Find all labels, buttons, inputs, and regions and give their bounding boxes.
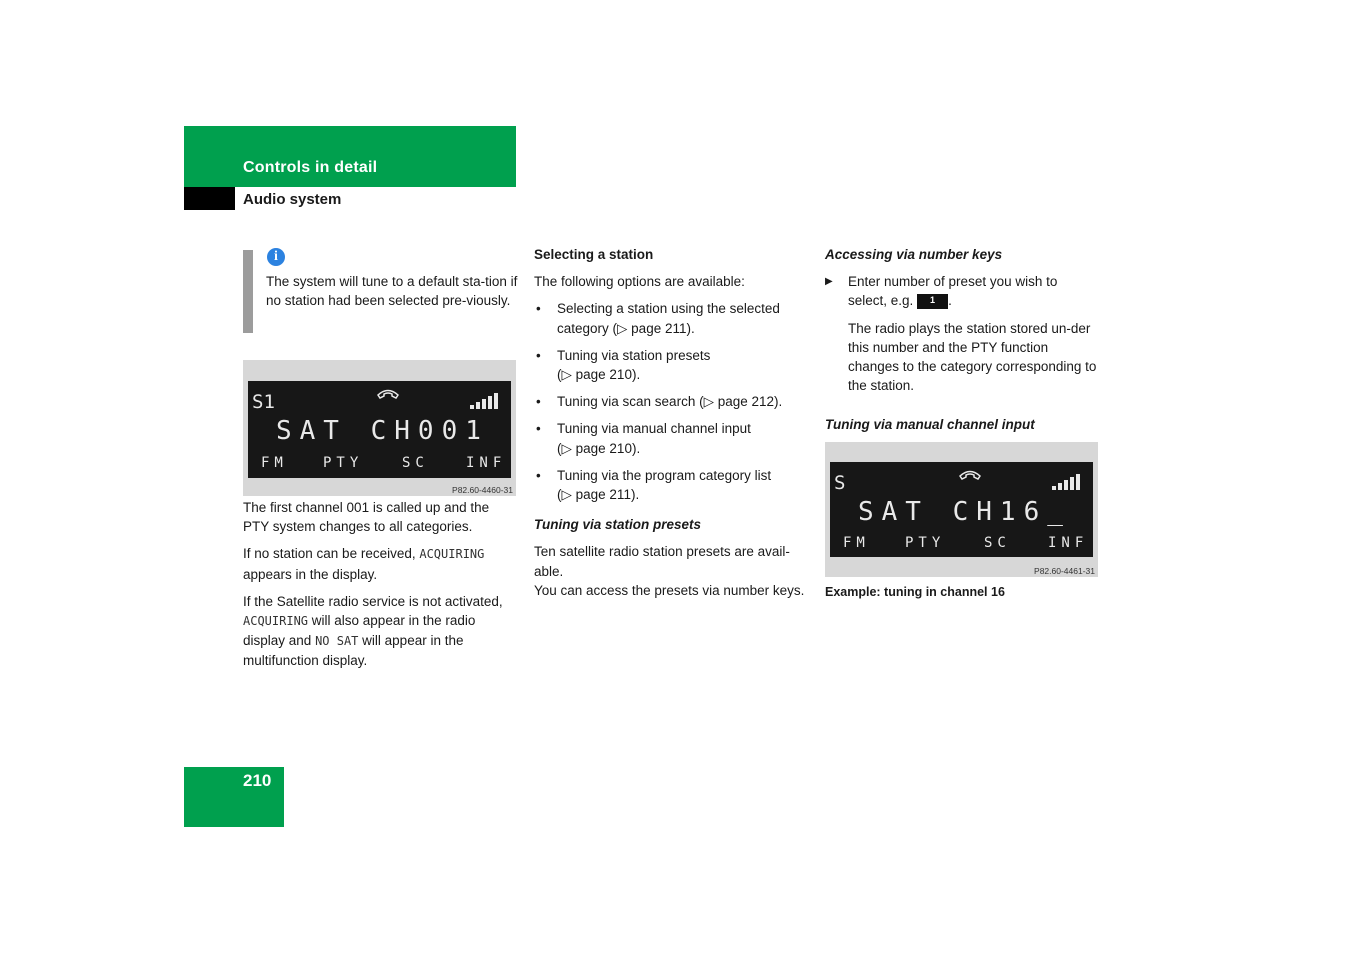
triangle-icon: ▷ bbox=[617, 320, 632, 336]
paragraph bbox=[243, 544, 518, 583]
section-title: Controls in detail bbox=[243, 159, 378, 176]
lcd-screen bbox=[248, 381, 511, 478]
list-item: • Tuning via the program category list (▷ page 211). bbox=[534, 466, 809, 504]
softkey-fm: FM bbox=[261, 455, 288, 471]
list-item: • Tuning via manual channel input (▷ page 210). bbox=[534, 419, 809, 457]
display-text-acquiring: ACQUIRING bbox=[419, 547, 485, 562]
heading-manual-input: Tuning via manual channel input bbox=[825, 417, 1035, 433]
note-bar bbox=[243, 250, 253, 333]
note-text: The system will tune to a default sta-tion if no station had been selected pre-viously. bbox=[266, 274, 518, 309]
column-1-text bbox=[243, 498, 518, 671]
softkey-pty: PTY bbox=[905, 535, 946, 551]
instruction-step bbox=[825, 272, 1100, 310]
text: . bbox=[948, 293, 952, 309]
lcd-main-line: SAT CH001 bbox=[276, 416, 489, 446]
page-reference: page 211). bbox=[631, 320, 695, 336]
softkey-inf: INF bbox=[1048, 535, 1089, 551]
softkey-pty: PTY bbox=[323, 455, 364, 471]
paragraph bbox=[243, 592, 518, 671]
text: will appear in the multifunction display. bbox=[243, 633, 464, 669]
text: will also appear in the radio display and bbox=[243, 613, 476, 649]
header-band bbox=[184, 126, 516, 187]
triangle-icon: ▷ bbox=[703, 394, 718, 410]
arrow-bullet-icon: ▶ bbox=[825, 276, 833, 288]
text: Tuning via station presets bbox=[557, 347, 711, 363]
page-reference: page 211). bbox=[575, 487, 640, 503]
heading-number-keys: Accessing via number keys bbox=[825, 247, 1003, 262]
options-list bbox=[534, 299, 809, 504]
page-reference: page 210). bbox=[575, 367, 641, 383]
lcd-top-line: S bbox=[834, 472, 846, 494]
display-text-acquiring: ACQUIRING bbox=[243, 614, 309, 629]
softkey-fm: FM bbox=[843, 535, 870, 551]
image-reference: P82.60-4460-31 bbox=[452, 485, 513, 495]
info-note bbox=[243, 250, 516, 333]
list-item: • Tuning via station presets (▷ page 210). bbox=[534, 346, 809, 384]
image-caption: Example: tuning in channel 16 bbox=[825, 585, 1005, 599]
signal-strength-icon bbox=[470, 393, 498, 409]
triangle-icon: ▷ bbox=[561, 440, 576, 456]
text: Tuning via manual channel input bbox=[557, 421, 751, 437]
radio-display-image-2 bbox=[825, 442, 1098, 577]
column-2-text bbox=[534, 245, 809, 600]
lcd-main-line: SAT CH16_ bbox=[858, 497, 1071, 527]
heading-selecting-station: Selecting a station bbox=[534, 247, 654, 262]
phone-icon bbox=[957, 467, 983, 483]
triangle-icon: ▷ bbox=[561, 367, 576, 383]
text: Tuning via the program category list bbox=[557, 467, 772, 483]
paragraph: The first channel 001 is called up and the PTY system changes to all categories. bbox=[243, 500, 490, 535]
softkey-sc: SC bbox=[402, 455, 429, 471]
heading-station-presets: Tuning via station presets bbox=[534, 517, 702, 533]
softkey-sc: SC bbox=[984, 535, 1011, 551]
header-marker bbox=[184, 187, 235, 210]
subsection-title: Audio system bbox=[243, 191, 342, 208]
page-reference: page 210). bbox=[575, 440, 641, 456]
softkey-inf: INF bbox=[466, 455, 507, 471]
page-reference: page 212). bbox=[717, 394, 783, 410]
list-item bbox=[534, 299, 809, 337]
lcd-top-line: S1 bbox=[252, 391, 275, 413]
paragraph: The following options are available: bbox=[534, 274, 745, 290]
display-text-no-sat: NO SAT bbox=[315, 634, 359, 649]
info-icon: i bbox=[267, 248, 285, 266]
paragraph: You can access the presets via number keys. bbox=[534, 582, 805, 598]
paragraph: The radio plays the station stored un-der this number and the PTY function changes to the category corresponding to the station. bbox=[848, 320, 1097, 394]
triangle-icon: ▷ bbox=[561, 487, 576, 503]
lcd-screen bbox=[830, 462, 1093, 557]
text: If the Satellite radio service is not activated, bbox=[243, 593, 503, 609]
text: Tuning via scan search ( bbox=[557, 394, 704, 410]
paragraph: Ten satellite radio station presets are avail-able. bbox=[534, 544, 790, 579]
column-3-text bbox=[825, 245, 1100, 435]
signal-strength-icon bbox=[1052, 474, 1080, 490]
text: If no station can be received, bbox=[243, 546, 420, 562]
preset-key-1: 1 bbox=[917, 294, 948, 309]
list-item bbox=[534, 392, 809, 411]
text: Selecting a station using the selected category ( bbox=[557, 301, 780, 336]
image-reference: P82.60-4461-31 bbox=[1034, 566, 1095, 576]
page-number: 210 bbox=[243, 771, 272, 790]
text: Enter number of preset you wish to select, e.g. bbox=[848, 274, 1058, 309]
text: appears in the display. bbox=[243, 566, 378, 582]
phone-icon bbox=[375, 386, 401, 402]
radio-display-image-1 bbox=[243, 360, 516, 496]
